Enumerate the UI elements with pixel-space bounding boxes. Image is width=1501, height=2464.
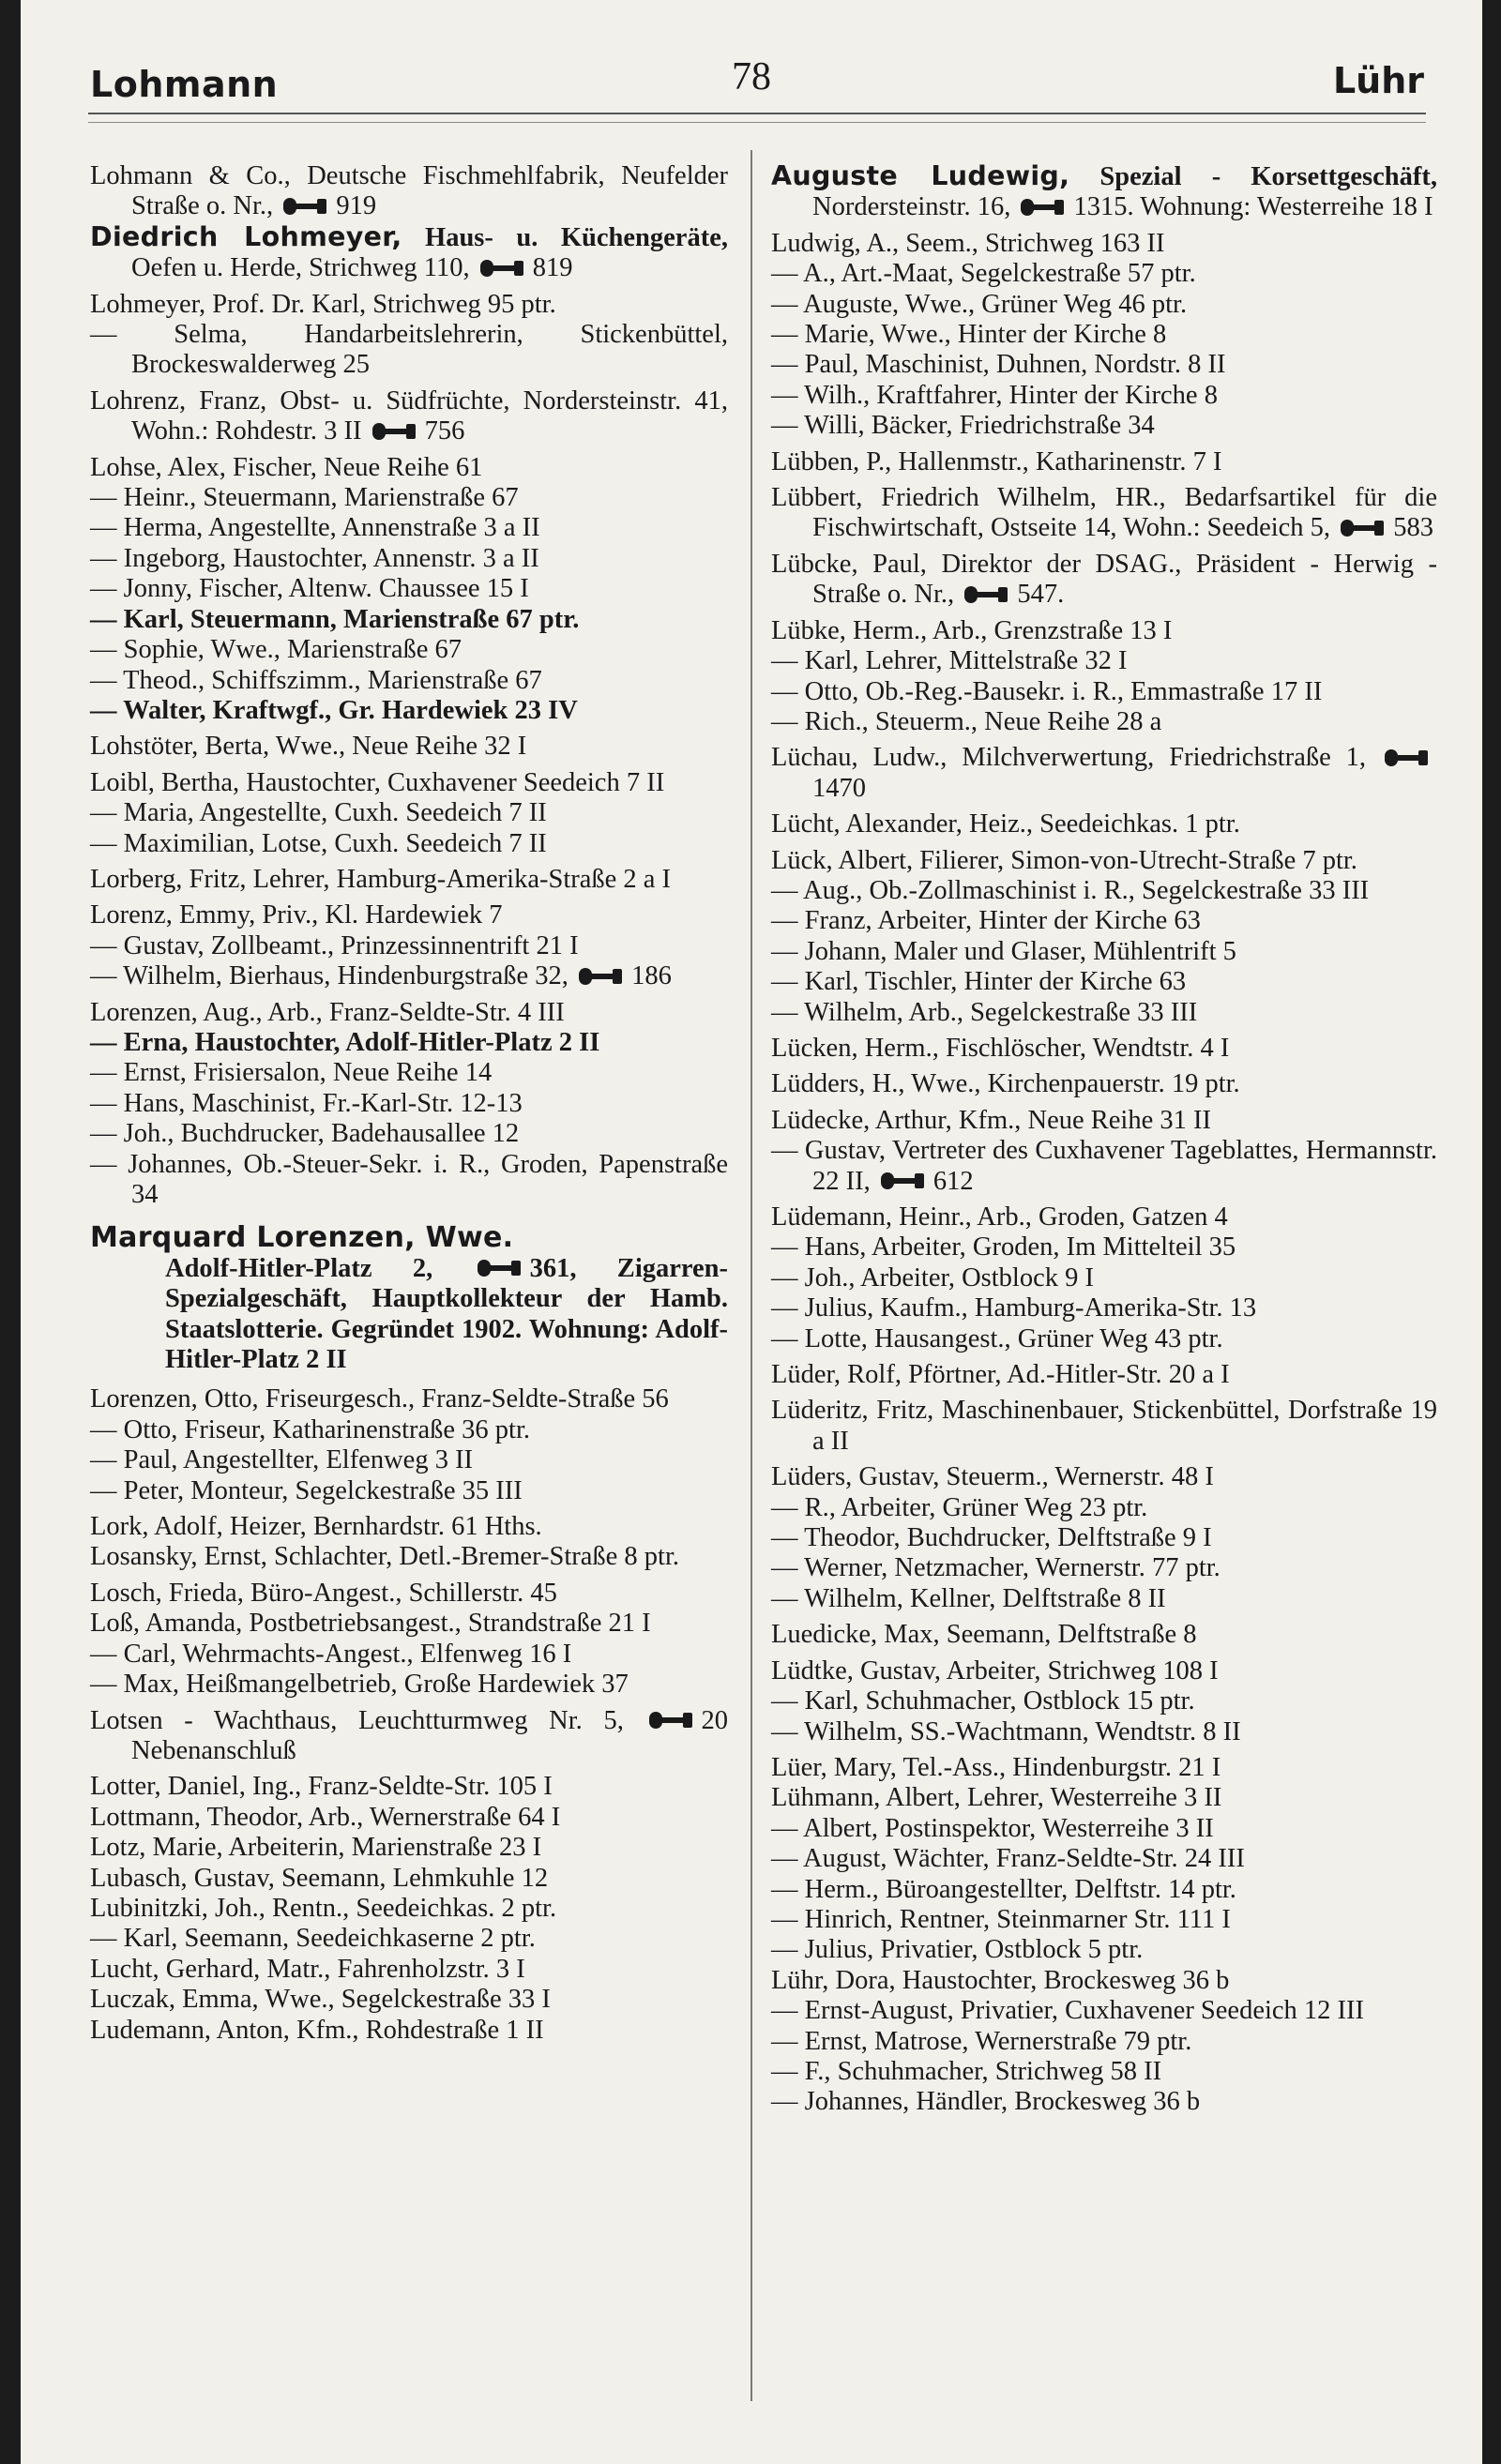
directory-entry xyxy=(771,1106,1437,1136)
header-first-name: Lohmann xyxy=(90,64,279,105)
entry-text: — Ernst, Matrose, Wernerstraße 79 ptr. xyxy=(771,2026,1192,2056)
entry-text: — Gustav, Zollbeamt., Prinzessinnentrift 21 I xyxy=(90,930,579,960)
directory-entry xyxy=(771,1686,1437,1716)
directory-entry xyxy=(771,1966,1437,1996)
phone-number: 547. xyxy=(1017,580,1065,610)
entry-text: Lüder, Rolf, Pförtner, Ad.-Hitler-Str. 20 a I xyxy=(771,1360,1230,1390)
entry-text: Lüdemann, Heinr., Arb., Groden, Gatzen 4 xyxy=(771,1202,1228,1232)
directory-entry xyxy=(90,1833,728,1863)
directory-entry xyxy=(771,937,1437,967)
telephone-icon xyxy=(881,1172,928,1189)
entry-text: — Selma, Handarbeitslehrerin, Stickenbüttel, Brockeswalderweg 25 xyxy=(90,320,728,380)
directory-entry xyxy=(90,222,728,284)
directory-entry xyxy=(90,290,728,320)
telephone-icon xyxy=(579,968,626,985)
entry-text: — Max, Heißmangelbetrieb, Große Hardewiek 37 xyxy=(90,1670,629,1700)
advertisement-address: Adolf-Hitler-Platz 2, xyxy=(165,1253,474,1283)
entry-text: — Johannes, Händler, Brockesweg 36 b xyxy=(771,2087,1201,2117)
entry-text: Lübcke, Paul, Direktor der DSAG., Präsident - Herwig - Straße o. Nr., xyxy=(771,549,1437,610)
entry-text: — Maria, Angestellte, Cuxh. Seedeich 7 II xyxy=(90,798,547,828)
directory-entry xyxy=(90,574,728,604)
directory-entry xyxy=(771,447,1437,477)
directory-entry xyxy=(771,1293,1437,1323)
directory-entry xyxy=(771,846,1437,876)
directory-entry xyxy=(771,677,1437,707)
entry-text: — Karl, Steuermann, Marienstraße 67 ptr. xyxy=(90,604,580,634)
entry-text: — R., Arbeiter, Grüner Weg 23 ptr. xyxy=(771,1492,1148,1522)
entry-text: — Lotte, Hausangest., Grüner Weg 43 ptr. xyxy=(771,1323,1223,1353)
entry-firm-name: Auguste Ludewig, xyxy=(771,160,1070,191)
directory-entry xyxy=(90,1089,728,1119)
telephone-icon xyxy=(283,198,330,215)
phone-number: 819 xyxy=(532,253,573,283)
entry-text: — Hinrich, Rentner, Steinmarner Str. 111 I xyxy=(771,1904,1231,1934)
entry-text: — Theod., Schiffszimm., Marienstraße 67 xyxy=(90,665,542,695)
entry-text: Lück, Albert, Filierer, Simon-von-Utrecht-Straße 7 ptr. xyxy=(771,845,1357,875)
directory-entry xyxy=(771,550,1437,611)
directory-entry xyxy=(90,1803,728,1833)
directory-entry xyxy=(90,1445,728,1475)
directory-entry xyxy=(90,1119,728,1149)
directory-entry xyxy=(90,1706,728,1767)
entry-text: — Willi, Bäcker, Friedrichstraße 34 xyxy=(771,411,1155,441)
directory-entry xyxy=(771,1783,1437,1813)
phone-number: 1470 xyxy=(812,773,866,803)
telephone-icon xyxy=(1021,199,1068,216)
advertisement-body xyxy=(90,1254,728,1376)
directory-page xyxy=(21,0,1482,2464)
entry-text: Losansky, Ernst, Schlachter, Detl.-Bremer-Straße 8 ptr. xyxy=(90,1542,680,1572)
phone-number: 919 xyxy=(336,191,377,221)
entry-text: — Marie, Wwe., Hinter der Kirche 8 xyxy=(771,320,1167,350)
column-divider xyxy=(750,150,752,2401)
entry-firm-name: Diedrich Lohmeyer, xyxy=(90,220,402,252)
directory-entry xyxy=(90,732,728,762)
directory-entry xyxy=(771,1493,1437,1523)
entry-text: — Karl, Tischler, Hinter der Kirche 63 xyxy=(771,967,1187,997)
entry-text: Ludemann, Anton, Kfm., Rohdestraße 1 II xyxy=(90,2015,544,2045)
entry-text: Lühr, Dora, Haustochter, Brockesweg 36 b xyxy=(771,1965,1230,1995)
entry-text: Loß, Amanda, Postbetriebsangest., Strandstraße 21 I xyxy=(90,1609,651,1639)
entry-text: — Gustav, Vertreter des Cuxhavener Tageblattes, Hermannstr. 22 II, xyxy=(771,1136,1437,1196)
entry-text: Lotsen - Wachthaus, Leuchtturmweg Nr. 5, xyxy=(90,1705,645,1735)
entry-text: Lücken, Herm., Fischlöscher, Wendtstr. 4 I xyxy=(771,1033,1230,1063)
entry-text: — Johannes, Ob.-Steuer-Sekr. i. R., Groden, Papenstraße 34 xyxy=(90,1149,728,1209)
directory-entry xyxy=(771,998,1437,1028)
directory-entry xyxy=(90,829,728,859)
entry-text: — Johann, Maler und Glaser, Mühlentrift 5 xyxy=(771,936,1236,966)
directory-entry xyxy=(771,967,1437,997)
directory-entry xyxy=(90,961,728,991)
directory-entry xyxy=(90,1150,728,1211)
directory-entry xyxy=(771,1034,1437,1064)
entry-text: — Paul, Maschinist, Duhnen, Nordstr. 8 II xyxy=(771,350,1226,380)
left-column xyxy=(90,161,728,2046)
phone-number: 361 xyxy=(529,1253,570,1283)
entry-text: Lucht, Gerhard, Matr., Fahrenholzstr. 3 I xyxy=(90,1954,525,1984)
entry-text: — Paul, Angestellter, Elfenweg 3 II xyxy=(90,1445,474,1475)
directory-entry xyxy=(771,1324,1437,1354)
directory-entry xyxy=(90,1609,728,1639)
directory-entry xyxy=(771,411,1437,441)
entry-text: — Wilhelm, SS.-Wachtmann, Wendtstr. 8 II xyxy=(771,1716,1241,1746)
entry-text: Luczak, Emma, Wwe., Segelckestraße 33 I xyxy=(90,1985,551,2015)
entry-text: — Wilhelm, Arb., Segelckestraße 33 III xyxy=(771,997,1198,1027)
entry-text: Lorenz, Emmy, Priv., Kl. Hardewiek 7 xyxy=(90,900,503,930)
directory-entry xyxy=(771,1656,1437,1686)
entry-text: — Albert, Postinspektor, Westerreihe 3 II xyxy=(771,1813,1214,1843)
directory-entry xyxy=(90,1476,728,1506)
directory-entry xyxy=(90,998,728,1028)
entry-text: — Julius, Privatier, Ostblock 5 ptr. xyxy=(771,1935,1144,1965)
advertisement-title: Marquard Lorenzen, Wwe. xyxy=(90,1221,514,1255)
directory-entry xyxy=(771,646,1437,676)
directory-entry xyxy=(90,768,728,798)
directory-entry xyxy=(90,1415,728,1445)
phone-number: 756 xyxy=(424,416,465,446)
entry-text: — August, Wächter, Franz-Seldte-Str. 24 III xyxy=(771,1844,1245,1874)
entry-text: — Franz, Arbeiter, Hinter der Kirche 63 xyxy=(771,906,1201,936)
directory-entry xyxy=(90,513,728,543)
directory-entry xyxy=(90,1640,728,1670)
directory-entry xyxy=(771,1935,1437,1965)
directory-entry xyxy=(90,1512,728,1542)
directory-entry xyxy=(771,876,1437,906)
directory-entry xyxy=(771,1844,1437,1874)
entry-text: — Karl, Lehrer, Mittelstraße 32 I xyxy=(771,646,1128,676)
directory-entry xyxy=(90,2016,728,2046)
entry-text: — Jonny, Fischer, Altenw. Chaussee 15 I xyxy=(90,574,529,604)
phone-number: 583 xyxy=(1393,513,1433,543)
entry-text: — Julius, Kaufm., Hamburg-Amerika-Str. 13 xyxy=(771,1293,1257,1323)
entry-text: Lorenzen, Otto, Friseurgesch., Franz-Seldte-Straße 56 xyxy=(90,1384,669,1414)
entry-text: Lübben, P., Hallenmstr., Katharinenstr. 7 I xyxy=(771,446,1222,476)
directory-entry xyxy=(771,1553,1437,1583)
directory-entry xyxy=(771,381,1437,411)
directory-entry xyxy=(90,386,728,447)
directory-entry xyxy=(771,906,1437,936)
directory-entry xyxy=(90,931,728,961)
directory-entry xyxy=(90,453,728,483)
entry-text: Lüer, Mary, Tel.-Ass., Hindenburgstr. 21 I xyxy=(771,1752,1221,1782)
telephone-icon xyxy=(964,586,1011,603)
directory-entry xyxy=(771,1136,1437,1197)
entry-text: — Ingeborg, Haustochter, Annenstr. 3 a II xyxy=(90,543,539,573)
directory-entry xyxy=(771,1263,1437,1293)
entry-text: Luedicke, Max, Seemann, Delftstraße 8 xyxy=(771,1620,1197,1650)
entry-text: — Hans, Arbeiter, Groden, Im Mittelteil 35 xyxy=(771,1232,1236,1262)
directory-entry xyxy=(771,1620,1437,1650)
directory-entry xyxy=(90,1985,728,2015)
page-header xyxy=(21,38,1482,122)
directory-entry xyxy=(771,259,1437,289)
directory-entry xyxy=(771,1396,1437,1457)
advertisement-entry xyxy=(90,1223,728,1375)
entry-text: — Ernst-August, Privatier, Cuxhavener Seedeich 12 III xyxy=(771,1996,1365,2026)
header-rule-thin xyxy=(88,122,1426,123)
entry-text: Loibl, Bertha, Haustochter, Cuxhavener Seedeich 7 II xyxy=(90,767,665,797)
directory-entry xyxy=(771,1717,1437,1747)
entry-text: — Walter, Kraftwgf., Gr. Hardewiek 23 IV xyxy=(90,695,578,725)
directory-entry xyxy=(771,1202,1437,1232)
directory-entry xyxy=(771,743,1437,804)
entry-text: — Herm., Büroangestellter, Delftstr. 14 ptr. xyxy=(771,1874,1236,1904)
telephone-icon xyxy=(1385,749,1432,766)
directory-entry xyxy=(90,483,728,513)
directory-entry xyxy=(771,290,1437,320)
entry-text: — Otto, Ob.-Reg.-Bausekr. i. R., Emmastraße 17 II xyxy=(771,676,1323,706)
entry-firm-business: Spezial - Korsettgeschäft, xyxy=(1069,162,1438,191)
directory-entry xyxy=(90,1542,728,1572)
entry-text: — Herma, Angestellte, Annenstraße 3 a II xyxy=(90,513,540,543)
entry-text: Lüchau, Ludw., Milchverwertung, Friedrichstraße 1, xyxy=(771,743,1381,773)
entry-text: — Otto, Friseur, Katharinenstraße 36 ptr. xyxy=(90,1414,531,1444)
entry-text: — Heinr., Steuermann, Marienstraße 67 xyxy=(90,483,519,513)
entry-text: — Maximilian, Lotse, Cuxh. Seedeich 7 II xyxy=(90,828,547,858)
directory-entry xyxy=(771,1232,1437,1262)
entry-text: Lohmeyer, Prof. Dr. Karl, Strichweg 95 ptr. xyxy=(90,289,556,319)
entry-text: — Carl, Wehrmachts-Angest., Elfenweg 16 I xyxy=(90,1639,572,1669)
entry-text: Lüders, Gustav, Steuerm., Wernerstr. 48 I xyxy=(771,1462,1214,1492)
directory-entry xyxy=(771,1875,1437,1905)
directory-entry xyxy=(771,2057,1437,2087)
entry-text: Lorberg, Fritz, Lehrer, Hamburg-Amerika-Straße 2 a I xyxy=(90,864,672,894)
advertisement-text: , Zigarren-Spezialgeschäft, Hauptkollekteur der Hamb. Staatslotterie. Gegründet 1902. Wohnung: Adolf-Hitler-Platz 2 II xyxy=(165,1253,729,1375)
directory-entry xyxy=(771,616,1437,646)
entry-text: Lottmann, Theodor, Arb., Wernerstraße 64 I xyxy=(90,1802,561,1832)
directory-entry xyxy=(90,696,728,726)
entry-text: Lorenzen, Aug., Arb., Franz-Seldte-Str. 4 III xyxy=(90,997,565,1027)
phone-number: 186 xyxy=(631,961,672,991)
directory-entry xyxy=(771,1753,1437,1783)
directory-entry xyxy=(90,1579,728,1609)
entry-text: — Aug., Ob.-Zollmaschinist i. R., Segelckestraße 33 III xyxy=(771,875,1370,905)
phone-number: 20 Nebenanschluß xyxy=(131,1705,728,1765)
telephone-icon xyxy=(649,1712,696,1729)
directory-entry xyxy=(90,1058,728,1088)
entry-text: — Karl, Seemann, Seedeichkaserne 2 ptr. xyxy=(90,1924,536,1954)
entry-text: — Rich., Steuerm., Neue Reihe 28 a xyxy=(771,706,1162,736)
entry-text: — Hans, Maschinist, Fr.-Karl-Str. 12-13 xyxy=(90,1088,523,1118)
entry-firm-business: Haus- u. Küchengeräte, xyxy=(402,222,728,252)
phone-number: 1315. xyxy=(1073,192,1134,222)
directory-entry xyxy=(90,1955,728,1985)
directory-entry xyxy=(771,350,1437,380)
directory-entry xyxy=(771,1814,1437,1844)
directory-entry xyxy=(771,1523,1437,1553)
telephone-icon xyxy=(480,260,527,277)
directory-entry xyxy=(90,1028,728,1058)
directory-entry xyxy=(90,1670,728,1700)
directory-entry xyxy=(90,865,728,895)
entry-text: Lubasch, Gustav, Seemann, Lehmkuhle 12 xyxy=(90,1863,549,1893)
directory-entry xyxy=(90,798,728,828)
directory-entry xyxy=(771,1069,1437,1099)
entry-text: Lotz, Marie, Arbeiterin, Marienstraße 23 I xyxy=(90,1833,542,1863)
entry-text: — Wilh., Kraftfahrer, Hinter der Kirche 8 xyxy=(771,380,1218,410)
directory-entry xyxy=(90,1384,728,1414)
entry-text: Lüdtke, Gustav, Arbeiter, Strichweg 108 I xyxy=(771,1655,1219,1685)
directory-entry xyxy=(90,635,728,665)
directory-entry xyxy=(90,544,728,574)
entry-text: Lüdders, H., Wwe., Kirchenpauerstr. 19 ptr. xyxy=(771,1069,1240,1099)
directory-entry xyxy=(771,1584,1437,1614)
phone-number: 612 xyxy=(932,1166,974,1196)
entry-text: Losch, Frieda, Büro-Angest., Schillerstr. 45 xyxy=(90,1578,557,1608)
directory-entry xyxy=(90,605,728,635)
entry-text: — Joh., Arbeiter, Ostblock 9 I xyxy=(771,1262,1094,1292)
directory-entry xyxy=(771,1360,1437,1390)
directory-entry xyxy=(771,483,1437,544)
entry-text: Lübke, Herm., Arb., Grenzstraße 13 I xyxy=(771,615,1173,645)
directory-entry xyxy=(90,1864,728,1894)
directory-entry xyxy=(90,1924,728,1954)
entry-text: — Erna, Haustochter, Adolf-Hitler-Platz 2 II xyxy=(90,1027,600,1057)
directory-entry xyxy=(771,229,1437,259)
directory-entry xyxy=(771,809,1437,839)
header-last-name: Lühr xyxy=(1332,60,1424,101)
entry-text: Lühmann, Albert, Lehrer, Westerreihe 3 II xyxy=(771,1783,1222,1813)
entry-text: — Wilhelm, Bierhaus, Hindenburgstraße 32, xyxy=(90,961,576,991)
entry-text: Lohse, Alex, Fischer, Neue Reihe 61 xyxy=(90,452,483,482)
directory-entry xyxy=(771,1905,1437,1935)
telephone-icon xyxy=(478,1260,524,1277)
entry-text: — Ernst, Frisiersalon, Neue Reihe 14 xyxy=(90,1058,493,1088)
directory-entry xyxy=(90,1894,728,1924)
directory-entry xyxy=(90,666,728,696)
entry-text: — Auguste, Wwe., Grüner Weg 46 ptr. xyxy=(771,289,1188,319)
entry-text: Nordersteinstr. 16, xyxy=(812,192,1018,222)
entry-text: Lücht, Alexander, Heiz., Seedeichkas. 1 ptr. xyxy=(771,809,1240,839)
entry-text: — Sophie, Wwe., Marienstraße 67 xyxy=(90,635,462,665)
telephone-icon xyxy=(372,423,419,440)
directory-entry xyxy=(771,2087,1437,2117)
entry-text: — A., Art.-Maat, Segelckestraße 57 ptr. xyxy=(771,259,1196,289)
telephone-icon xyxy=(1341,520,1387,537)
directory-entry xyxy=(771,1462,1437,1492)
entry-text: — Joh., Buchdrucker, Badehausallee 12 xyxy=(90,1119,520,1149)
directory-entry xyxy=(90,900,728,930)
entry-text: Ludwig, A., Seem., Strichweg 163 II xyxy=(771,228,1165,258)
entry-text: — F., Schuhmacher, Strichweg 58 II xyxy=(771,2056,1162,2086)
entry-text: — Werner, Netzmacher, Wernerstr. 77 ptr. xyxy=(771,1553,1221,1583)
directory-entry xyxy=(90,320,728,381)
entry-text: — Wilhelm, Kellner, Delftstraße 8 II xyxy=(771,1583,1166,1613)
entry-text: Lüdecke, Arthur, Kfm., Neue Reihe 31 II xyxy=(771,1105,1211,1135)
entry-text: — Peter, Monteur, Segelckestraße 35 III xyxy=(90,1475,523,1505)
directory-entry xyxy=(771,707,1437,737)
directory-entry xyxy=(771,2027,1437,2057)
directory-entry xyxy=(771,161,1437,223)
header-rule xyxy=(88,113,1426,114)
entry-text: Lübbert, Friedrich Wilhelm, HR., Bedarfsartikel für die Fischwirtschaft, Ostseite 14, Wohn.: Seedeich 5, xyxy=(771,483,1437,543)
entry-text: Lohrenz, Franz, Obst- u. Südfrüchte, Nordersteinstr. 41, Wohn.: Rohdestr. 3 II xyxy=(90,385,728,446)
entry-text: Lüderitz, Fritz, Maschinenbauer, Stickenbüttel, Dorfstraße 19 a II xyxy=(771,1396,1437,1456)
entry-text: Lubinitzki, Joh., Rentn., Seedeichkas. 2 ptr. xyxy=(90,1893,557,1923)
right-column xyxy=(771,161,1437,2118)
entry-text: Oefen u. Herde, Strichweg 110, xyxy=(131,253,477,283)
directory-entry xyxy=(90,161,728,222)
directory-entry xyxy=(771,320,1437,350)
entry-text: Lohmann & Co., Deutsche Fischmehlfabrik, Neufelder Straße o. Nr., xyxy=(90,161,728,221)
entry-text: Lohstöter, Berta, Wwe., Neue Reihe 32 I xyxy=(90,732,527,762)
page-number: 78 xyxy=(732,55,771,98)
entry-text: Wohnung: Westerreihe 18 I xyxy=(1133,192,1433,222)
entry-text: — Theodor, Buchdrucker, Delftstraße 9 I xyxy=(771,1523,1212,1553)
entry-text: Lotter, Daniel, Ing., Franz-Seldte-Str. 105 I xyxy=(90,1772,553,1802)
directory-entry xyxy=(90,1772,728,1802)
entry-text: — Karl, Schuhmacher, Ostblock 15 ptr. xyxy=(771,1686,1195,1716)
directory-entry xyxy=(771,1996,1437,2026)
entry-text: Lork, Adolf, Heizer, Bernhardstr. 61 Hths. xyxy=(90,1512,542,1542)
